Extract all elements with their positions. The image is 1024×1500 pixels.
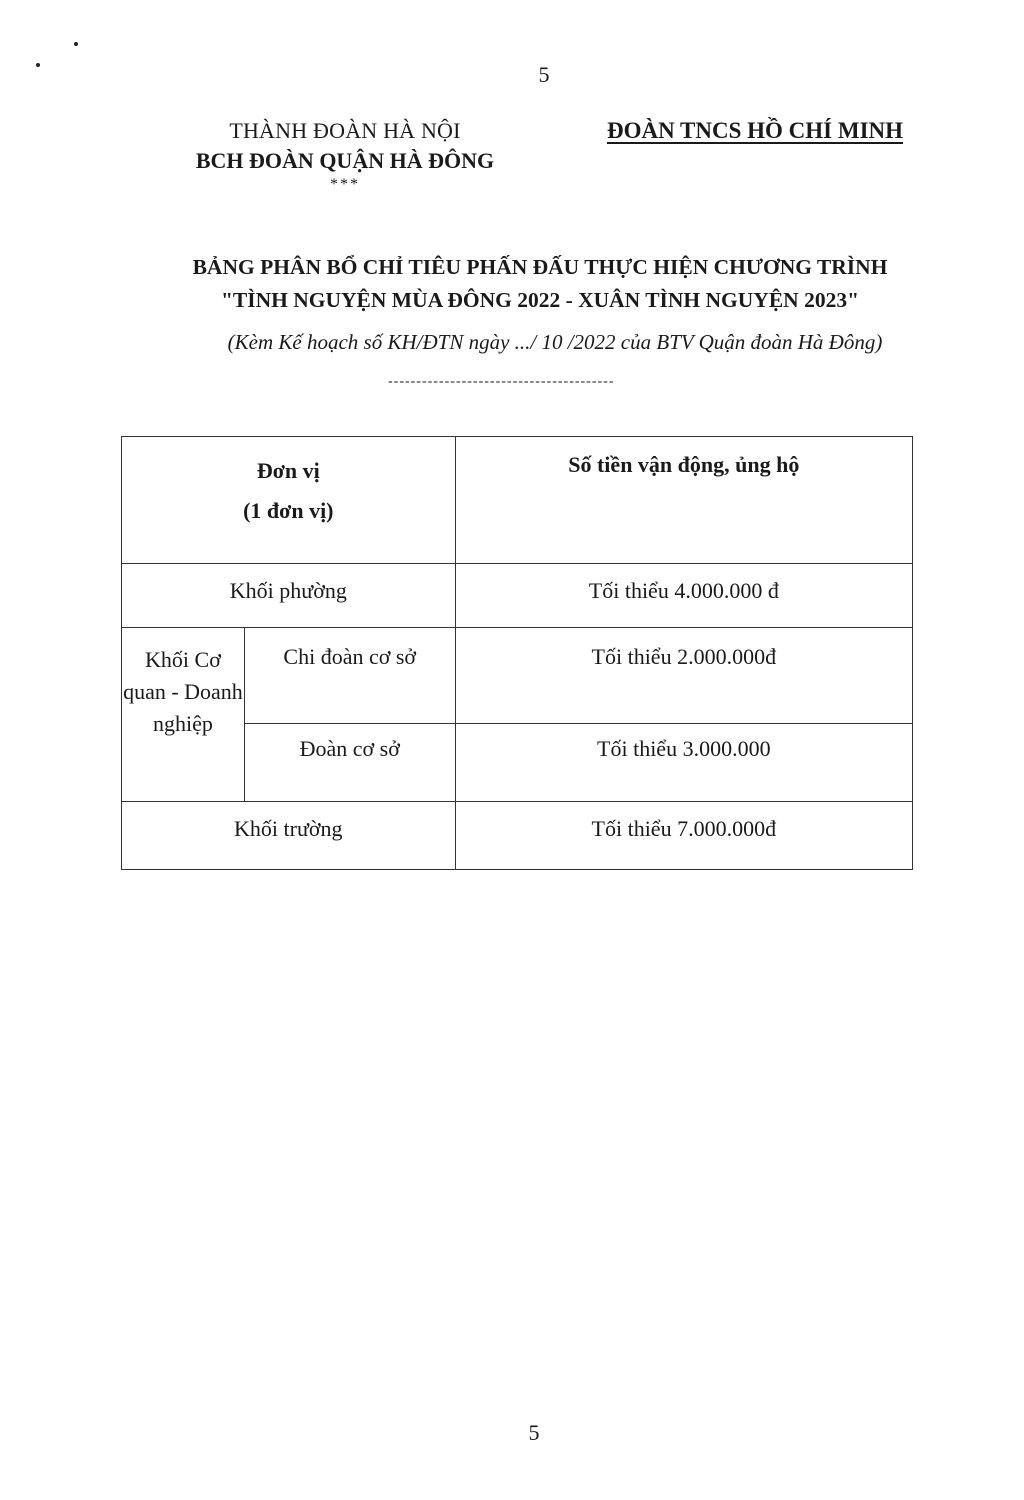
unit-cell — [122, 802, 456, 870]
amount-chi-doan-co-so: Tối thiểu 2.000.000đ — [591, 644, 777, 669]
header-unit-note: (1 đơn vị) — [243, 498, 334, 523]
unit-cell — [122, 564, 456, 628]
header-unit-cell — [122, 437, 456, 564]
unit-khoi-phuong: Khối phường — [229, 578, 347, 603]
unit-khoi-truong: Khối trường — [234, 816, 343, 841]
org-mark: *** — [330, 176, 360, 193]
amount-khoi-phuong: Tối thiểu 4.000.000 đ — [588, 578, 779, 603]
header-amount-label: Số tiền vận động, ủng hộ — [568, 452, 800, 477]
group-label: Khối Cơ quan - Doanh nghiệp — [123, 647, 243, 736]
header-unit-label: Đơn vị — [256, 458, 320, 483]
amount-doan-co-so: Tối thiểu 3.000.000 — [597, 736, 771, 761]
scan-speck — [74, 42, 78, 46]
page-number-bottom: 5 — [528, 1420, 540, 1445]
amount-cell — [455, 564, 912, 628]
table-header-row — [122, 437, 913, 564]
allocation-table — [121, 436, 913, 870]
document-title-line-1: BẢNG PHÂN BỔ CHỈ TIÊU PHẤN ĐẤU THỰC HIỆN CHƯƠNG TRÌNH — [192, 255, 888, 279]
table-row — [122, 802, 913, 870]
org-line-1: THÀNH ĐOÀN HÀ NỘI — [229, 118, 461, 143]
union-title: ĐOÀN TNCS HỒ CHÍ MINH — [606, 118, 904, 143]
org-line-2: BCH ĐOÀN QUẬN HÀ ĐÔNG — [195, 148, 495, 173]
table-row — [122, 628, 913, 724]
amount-cell — [455, 724, 912, 802]
group-label-cell — [122, 628, 245, 802]
amount-khoi-truong: Tối thiểu 7.000.000đ — [591, 816, 777, 841]
page-number-top: 5 — [538, 62, 550, 87]
amount-cell — [455, 802, 912, 870]
document-title-line-2: "TÌNH NGUYỆN MÙA ĐÔNG 2022 - XUÂN TÌNH NGUYỆN 2023" — [220, 288, 860, 312]
unit-cell — [244, 724, 455, 802]
table-row — [122, 564, 913, 628]
issuing-organization — [150, 118, 540, 194]
header-amount-cell — [455, 437, 912, 564]
unit-chi-doan-co-so: Chi đoàn cơ sở — [283, 644, 417, 669]
amount-cell — [455, 628, 912, 724]
scan-speck — [36, 63, 40, 67]
unit-doan-co-so: Đoàn cơ sở — [299, 736, 400, 761]
separator-line: ---------------------------------------- — [388, 374, 615, 389]
unit-cell — [244, 628, 455, 724]
document-subtitle: (Kèm Kế hoạch số KH/ĐTN ngày .../ 10 /2022 của BTV Quận đoàn Hà Đông) — [227, 330, 883, 354]
